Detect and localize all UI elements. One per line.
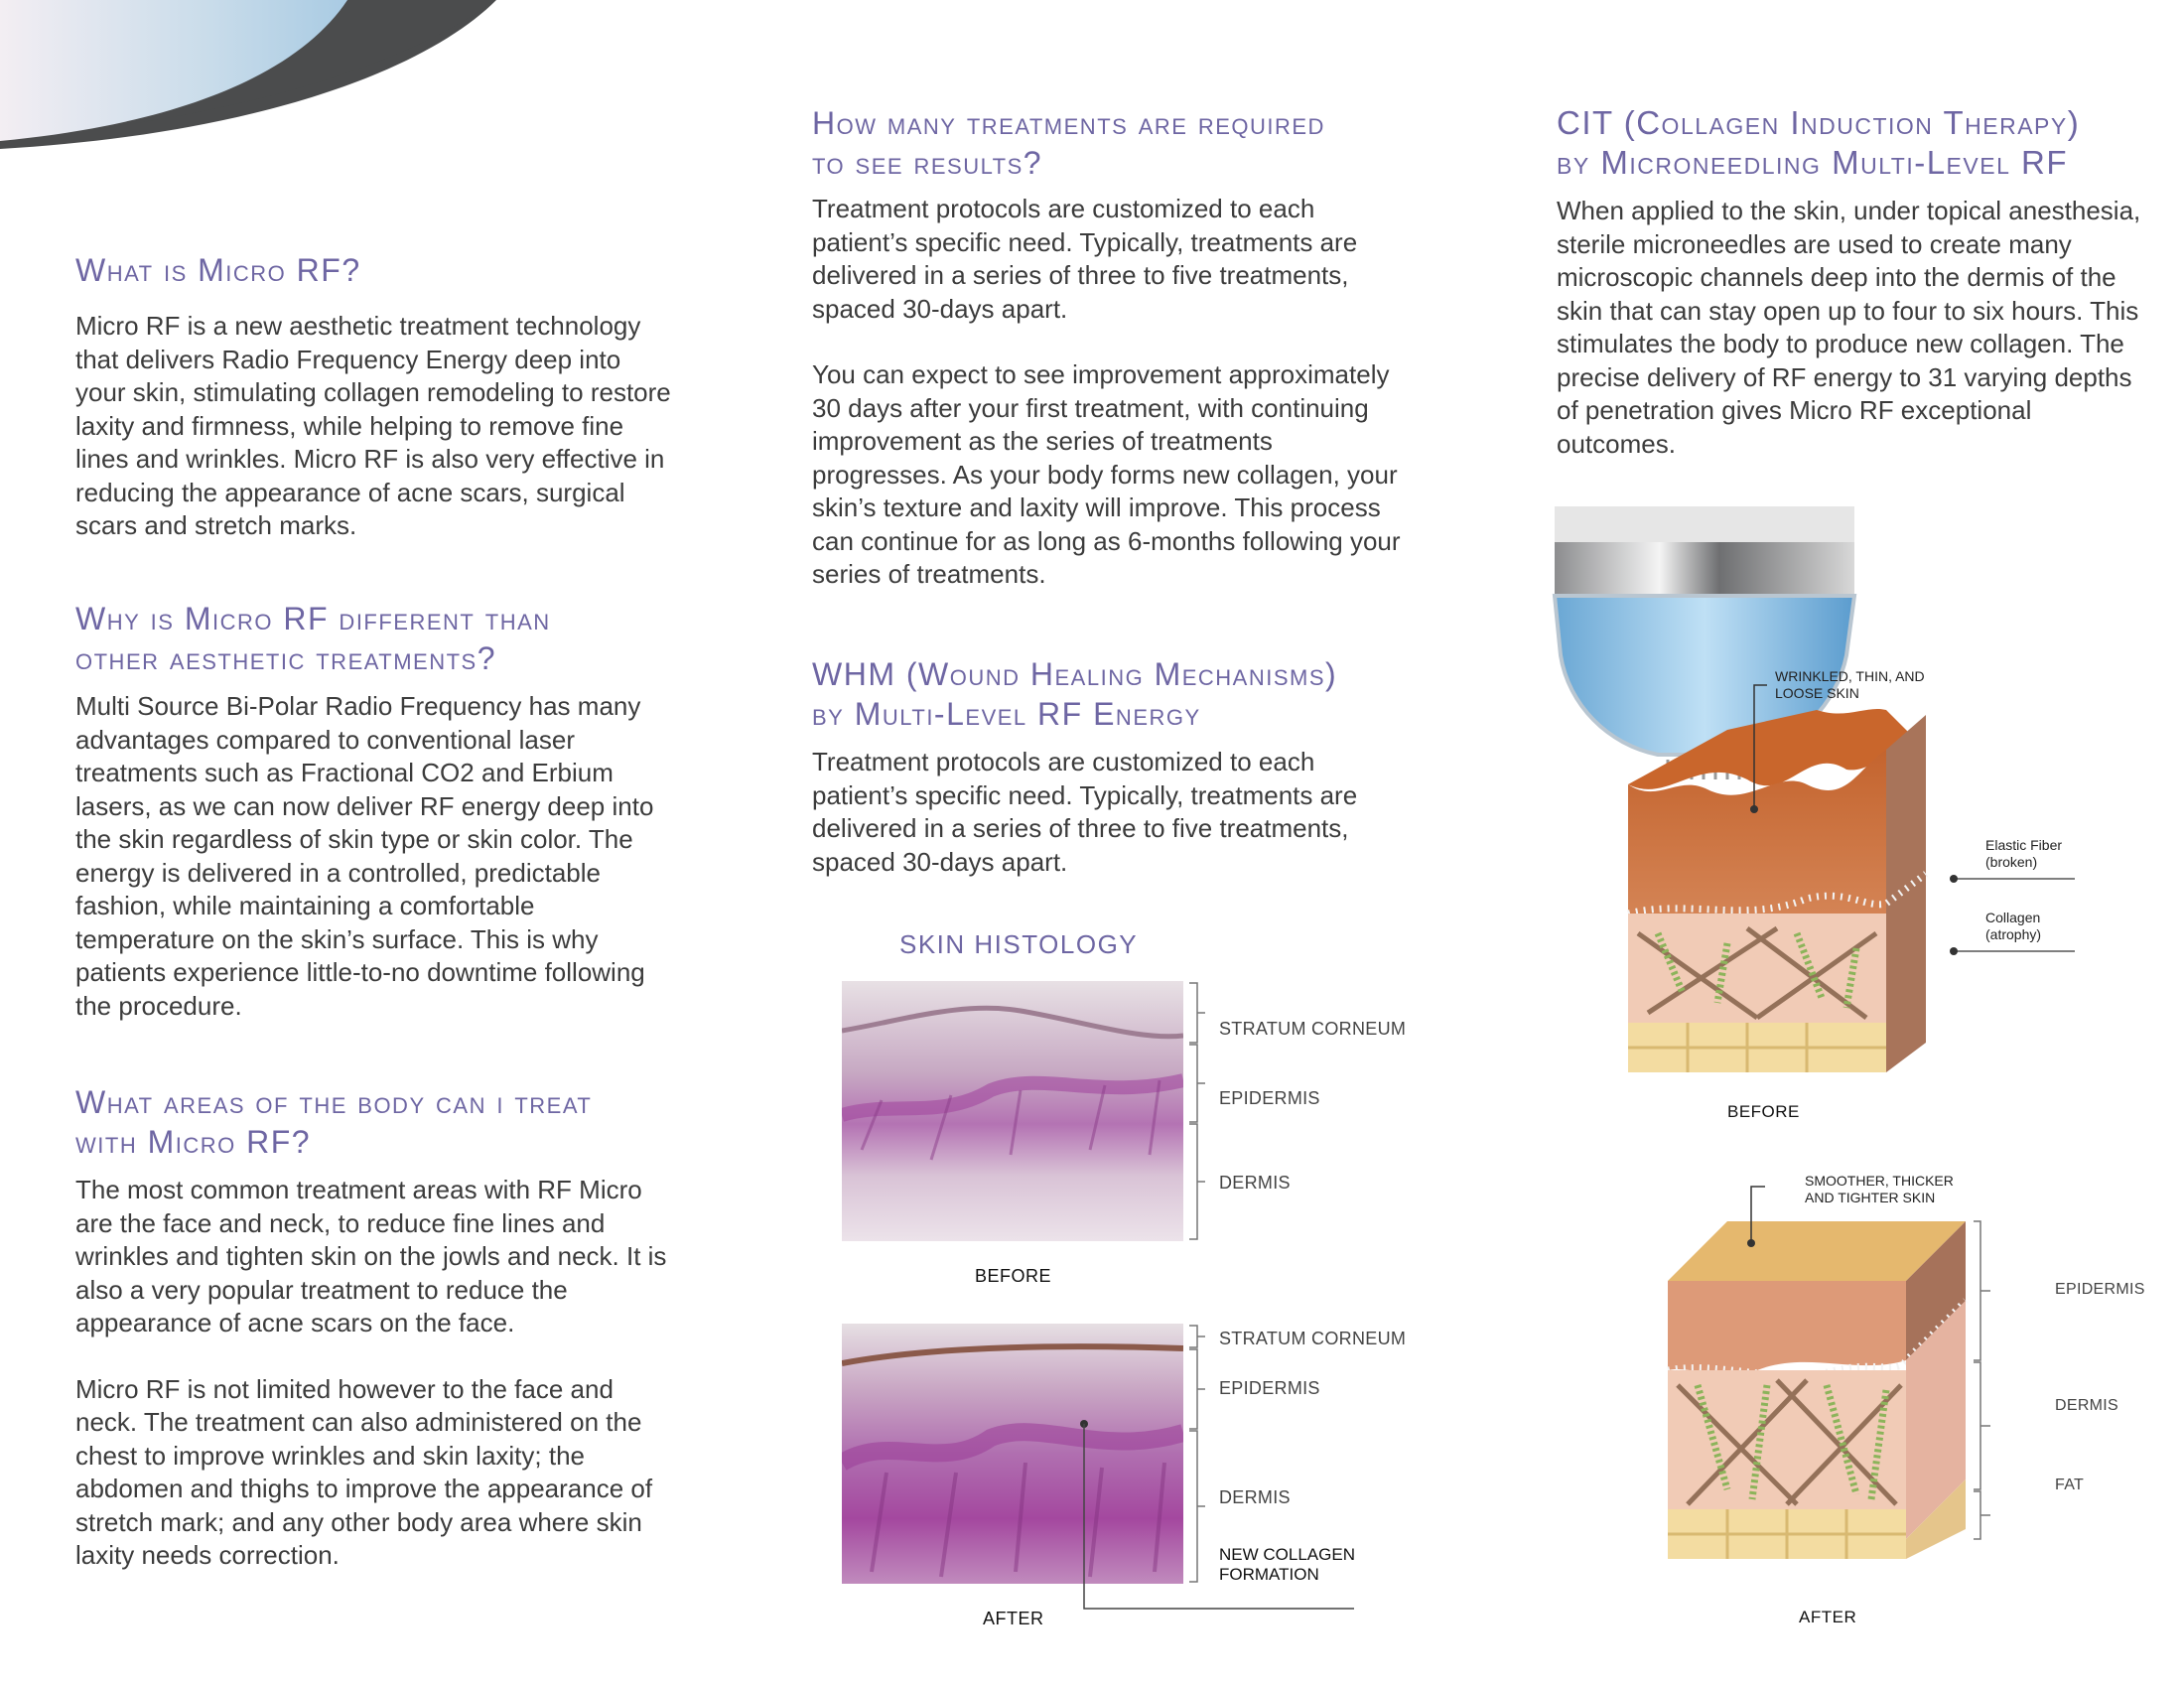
label-after-dermis-cit: DERMIS (2055, 1397, 2119, 1414)
label-after-stratum-corneum: STRATUM CORNEUM (1219, 1329, 1407, 1348)
section-cit (1557, 103, 2172, 461)
heading-line: by Multi-Level RF Energy (812, 696, 1201, 732)
paragraph-body-areas-2: Micro RF is not limited however to the face and neck. The treatment can also administered on the chest to improve wrinkles and skin laxity; the abdomen and thighs to improve the appearance of stretch mark; and any other body area where skin laxity needs correction. (75, 1373, 653, 1570)
section-why-different (75, 599, 671, 1023)
label-line: AND TIGHTER SKIN (1805, 1190, 1936, 1205)
histology-before-caption: BEFORE (975, 1266, 1052, 1286)
label-line: FORMATION (1219, 1565, 1319, 1584)
label-smoother-skin (1805, 1173, 1954, 1206)
cit-before-caption: BEFORE (1727, 1102, 1800, 1121)
label-collagen-atrophy (1985, 910, 2041, 943)
section-whm (812, 654, 1408, 879)
histology-after-caption: AFTER (983, 1609, 1044, 1628)
paragraph-expect-improvement: You can expect to see improvement approximately 30 days after your first treatment, with continuing improvement as the series of treatments progresses. As your body forms new collagen, your skin’s texture and laxity will improve. This process can continue for as long as 6-months following your series of treatments. (812, 359, 1401, 589)
label-line: (atrophy) (1985, 926, 2042, 942)
label-after-dermis: DERMIS (1219, 1487, 1291, 1507)
cit-after-caption: AFTER (1799, 1608, 1857, 1626)
heading-cit (1557, 103, 2172, 183)
heading-line: by Microneedling Multi-Level RF (1557, 144, 2069, 181)
cit-before-illustration (1549, 506, 2184, 1082)
histology-before-image (842, 981, 1183, 1241)
paragraph-whm: Treatment protocols are customized to each patient’s specific need. Typically, treatments are delivered in a series of three to five treatments, spaced 30-days apart. (812, 747, 1358, 877)
label-before-stratum-corneum: STRATUM CORNEUM (1219, 1019, 1407, 1039)
label-line: SMOOTHER, THICKER (1805, 1173, 1954, 1189)
section-what-is-micro-rf (75, 250, 671, 543)
label-before-dermis: DERMIS (1219, 1173, 1291, 1193)
paragraph-treatment-protocols: Treatment protocols are customized to each patient’s specific need. Typically, treatments are delivered in a series of three to five treatments, spaced 30-days apart. (812, 194, 1358, 324)
header-swoosh (0, 0, 754, 169)
label-after-fat-cit: FAT (2055, 1477, 2085, 1493)
label-wrinkled-skin (1775, 668, 1925, 702)
paragraph-what-is-micro-rf: Micro RF is a new aesthetic treatment technology that delivers Radio Frequency Energy deep into your skin, stimulating collagen remodeling to restore laxity and firmness, while helping to remove fine lines and wrinkles. Micro RF is also very effective in reducing the appearance of acne scars, surgical scars and stretch marks. (75, 311, 671, 540)
label-line: WRINKLED, THIN, AND (1775, 668, 1925, 684)
heading-line: WHM (Wound Healing Mechanisms) (812, 656, 1338, 692)
heading-line: Why is Micro RF different than (75, 601, 551, 636)
label-line: LOOSE SKIN (1775, 685, 1859, 701)
label-after-epidermis: EPIDERMIS (1219, 1378, 1320, 1398)
heading-line: with Micro RF? (75, 1124, 312, 1160)
label-new-collagen-formation (1219, 1545, 1355, 1585)
heading-body-areas (75, 1082, 671, 1162)
paragraph-body-areas-1: The most common treatment areas with RF Micro are the face and neck, to reduce fine lines and wrinkles and tighten skin on the jowls and neck. It is also a very popular treatment to reduce the appearance of acne scars on the face. (75, 1175, 667, 1337)
new-collagen-pointer (1078, 1418, 1358, 1617)
cit-after-illustration (1658, 1172, 2075, 1579)
heading-why-different (75, 599, 671, 678)
heading-line: How many treatments are required (812, 105, 1325, 141)
heading-what-is-micro-rf: What is Micro RF? (75, 252, 361, 288)
heading-line: What areas of the body can i treat (75, 1084, 593, 1120)
label-before-epidermis: EPIDERMIS (1219, 1088, 1320, 1108)
label-after-epidermis-cit: EPIDERMIS (2055, 1281, 2145, 1298)
heading-line: to see results? (812, 145, 1043, 181)
paragraph-cit: When applied to the skin, under topical anesthesia, sterile microneedles are used to create many microscopic channels deep into the dermis of the skin that can stay open up to four to six hours. This stimulates the body to produce new collagen. The precise delivery of RF energy to 31 varying depths of penetration gives Micro RF exceptional outcomes. (1557, 196, 2141, 459)
paragraph-why-different: Multi Source Bi-Polar Radio Frequency has many advantages compared to conventional laser treatments such as Fractional CO2 and Erbium lasers, as we can now deliver RF energy deep into the skin regardless of skin type or skin color. The energy is delivered in a controlled, predictable fashion, while maintaining a comfortable temperature on the skin’s surface. This is why patients experience little-to-no downtime following the procedure. (75, 691, 654, 1021)
section-body-areas (75, 1082, 671, 1573)
histology-title: SKIN HISTOLOGY (899, 929, 1139, 959)
histology-before-bracket (1187, 981, 1207, 1241)
label-elastic-fiber (1985, 837, 2062, 871)
label-line: NEW COLLAGEN (1219, 1545, 1355, 1564)
label-line: Collagen (1985, 910, 2041, 925)
heading-line: CIT (Collagen Induction Therapy) (1557, 104, 2081, 141)
heading-line: other aesthetic treatments? (75, 640, 497, 676)
label-line: Elastic Fiber (1985, 837, 2063, 853)
section-how-many-treatments (812, 103, 1408, 592)
label-line: (broken) (1985, 854, 2038, 870)
heading-whm (812, 654, 1408, 734)
heading-how-many-treatments (812, 103, 1408, 183)
